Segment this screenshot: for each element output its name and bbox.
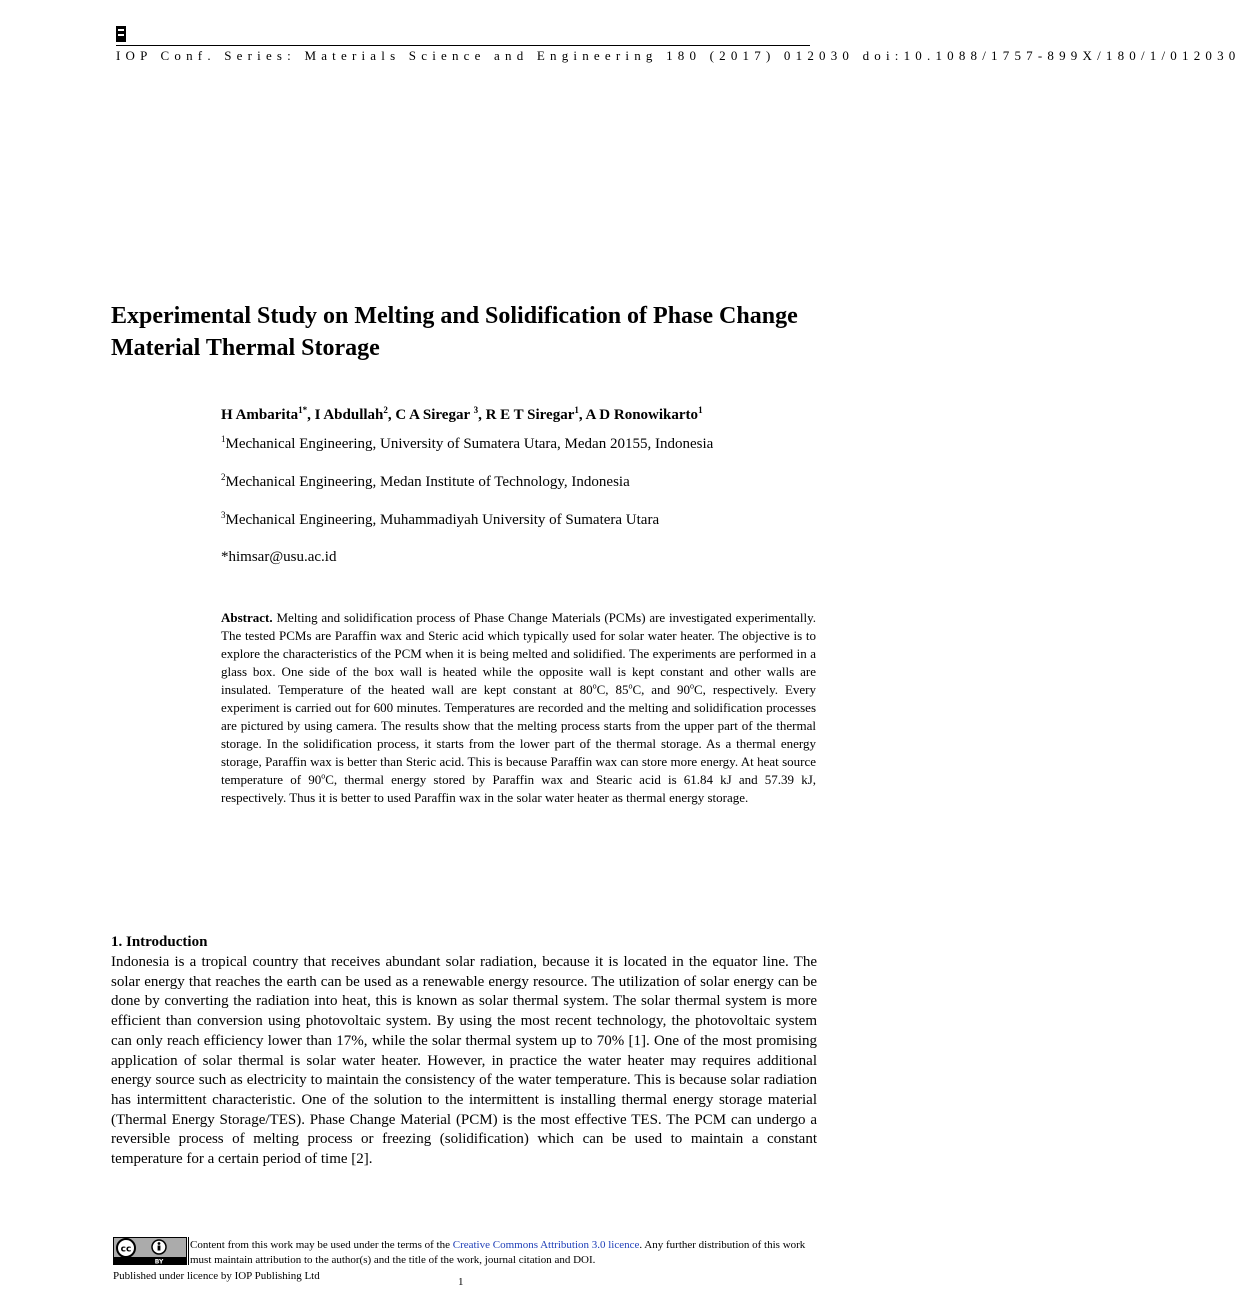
abstract-text: C, 85: [596, 682, 629, 697]
abstract-label: Abstract.: [221, 610, 273, 625]
affiliation-marker: 1: [221, 434, 226, 444]
footer-divider: [188, 1237, 189, 1265]
introduction-body: Indonesia is a tropical country that receives abundant solar radiation, because it is located in the equator line. The solar energy that reaches the earth can be used as a renewable energy resource. The utilization of solar energy can be done by converting the radiation into heat, this is known as solar thermal system. The solar thermal system is more efficient than conversion using photovoltaic system. By using the most recent technology, the photovoltaic system can only reach efficiency lower than 17%, while the solar thermal system up to 70% [1]. One of the most promising application of solar thermal is solar water heater. However, in practice the water heater may requires additional energy source such as electricity to maintain the consistency of the water temperature. This is because solar radiation has intermittent characteristic. One of the solution to the intermittent is installing thermal energy storage material (Thermal Energy Storage/TES). Phase Change Material (PCM) is the most effective TES. The PCM can undergo a reversible process of melting process or freezing (solidification) which can be used to maintain a constant temperature for a certain period of time [2].: [111, 954, 817, 1168]
degree-superscript: o: [321, 771, 326, 781]
license-text: . Any further distribution of this work must maintain attribution to the author(s) and the title of the work, journal citation and DOI.: [190, 1239, 806, 1266]
author-name: R E T Siregar: [485, 407, 575, 423]
affiliation-text: Mechanical Engineering, Medan Institute of Technology, Indonesia: [225, 474, 630, 490]
affiliation-marker: 2: [221, 472, 226, 482]
affiliation-text: Mechanical Engineering, Muhammadiyah University of Sumatera Utara: [225, 512, 660, 528]
author-affiliation-marker: 1: [574, 405, 579, 415]
degree-superscript: o: [689, 681, 694, 691]
abstract-text: Melting and solidification process of Phase Change Materials (PCMs) are investigated experimentally. The tested PCMs are Paraffin wax and Steric acid which typically used for solar water heater. The objective is to explore the characteristics of the PCM when it is being melted and solidified. The experiments are performed in a glass box. One side of the box wall is heated while the opposite wall is kept constant and other walls are insulated. Temperature of the heated wall are kept constant at 80: [221, 610, 816, 697]
iop-logo-icon: [116, 26, 126, 42]
corresponding-email[interactable]: *himsar@usu.ac.id: [221, 549, 337, 565]
author-list: [221, 405, 821, 424]
header-rule: [116, 45, 810, 46]
affiliation-marker: 3: [221, 510, 226, 520]
author-separator: ,: [387, 407, 396, 423]
author-separator: ,: [307, 407, 315, 423]
affiliation-text: Mechanical Engineering, University of Sumatera Utara, Medan 20155, Indonesia: [225, 436, 714, 452]
svg-text:cc: cc: [120, 1244, 132, 1255]
degree-superscript: o: [628, 681, 633, 691]
author-name: A D Ronowikarto: [585, 407, 699, 423]
abstract-text: C, respectively. Every experiment is carried out for 600 minutes. Temperatures are recorded and the melting and solidification processes are pictured by using camera. The results show that the melting process starts from the upper part of the thermal storage. In the solidification process, it starts from the lower part of the thermal storage. As a thermal energy storage, Paraffin wax is better than Steric acid. This is because Paraffin wax can store more energy. At heat source temperature of 90: [221, 682, 816, 787]
affiliation: [221, 510, 821, 529]
author-affiliation-marker: 2: [383, 405, 388, 415]
author-separator: ,: [478, 407, 486, 423]
cc-by-label: BY: [154, 1258, 164, 1266]
author-name: I Abdullah: [314, 407, 384, 423]
abstract: [221, 609, 816, 807]
author-name: C A Siregar: [395, 407, 474, 423]
running-header: IOP Conf. Series: Materials Science and Engineering 180 (2017) 012030 doi:10.1088/1757-899X/180/1/012030: [116, 48, 1241, 63]
creative-commons-by-icon: [113, 1237, 187, 1265]
page-number: 1: [458, 1276, 464, 1288]
affiliation: [221, 472, 821, 491]
author-affiliation-marker: 1*: [298, 405, 308, 415]
license-notice: [190, 1238, 822, 1268]
license-text: Content from this work may be used under the terms of the: [190, 1239, 453, 1251]
author-affiliation-marker: 1: [698, 405, 703, 415]
paper-title: Experimental Study on Melting and Solidification of Phase Change Material Thermal Storage: [111, 303, 798, 361]
section-heading-introduction: 1. Introduction: [111, 934, 208, 950]
publisher-line: Published under licence by IOP Publishing Ltd: [113, 1270, 320, 1282]
author-separator: ,: [578, 407, 586, 423]
degree-superscript: o: [592, 681, 597, 691]
abstract-text: C, thermal energy stored by Paraffin wax and Stearic acid is 61.84 kJ and 57.39 kJ, respectively. Thus it is better to used Paraffin wax in the solar water heater as thermal energy storage.: [221, 772, 816, 805]
author-affiliation-marker: 3: [473, 405, 479, 415]
license-link[interactable]: Creative Commons Attribution 3.0 licence: [452, 1239, 640, 1251]
affiliation: [221, 434, 821, 453]
abstract-text: C, and 90: [632, 682, 690, 697]
author-name: H Ambarita: [221, 407, 299, 423]
